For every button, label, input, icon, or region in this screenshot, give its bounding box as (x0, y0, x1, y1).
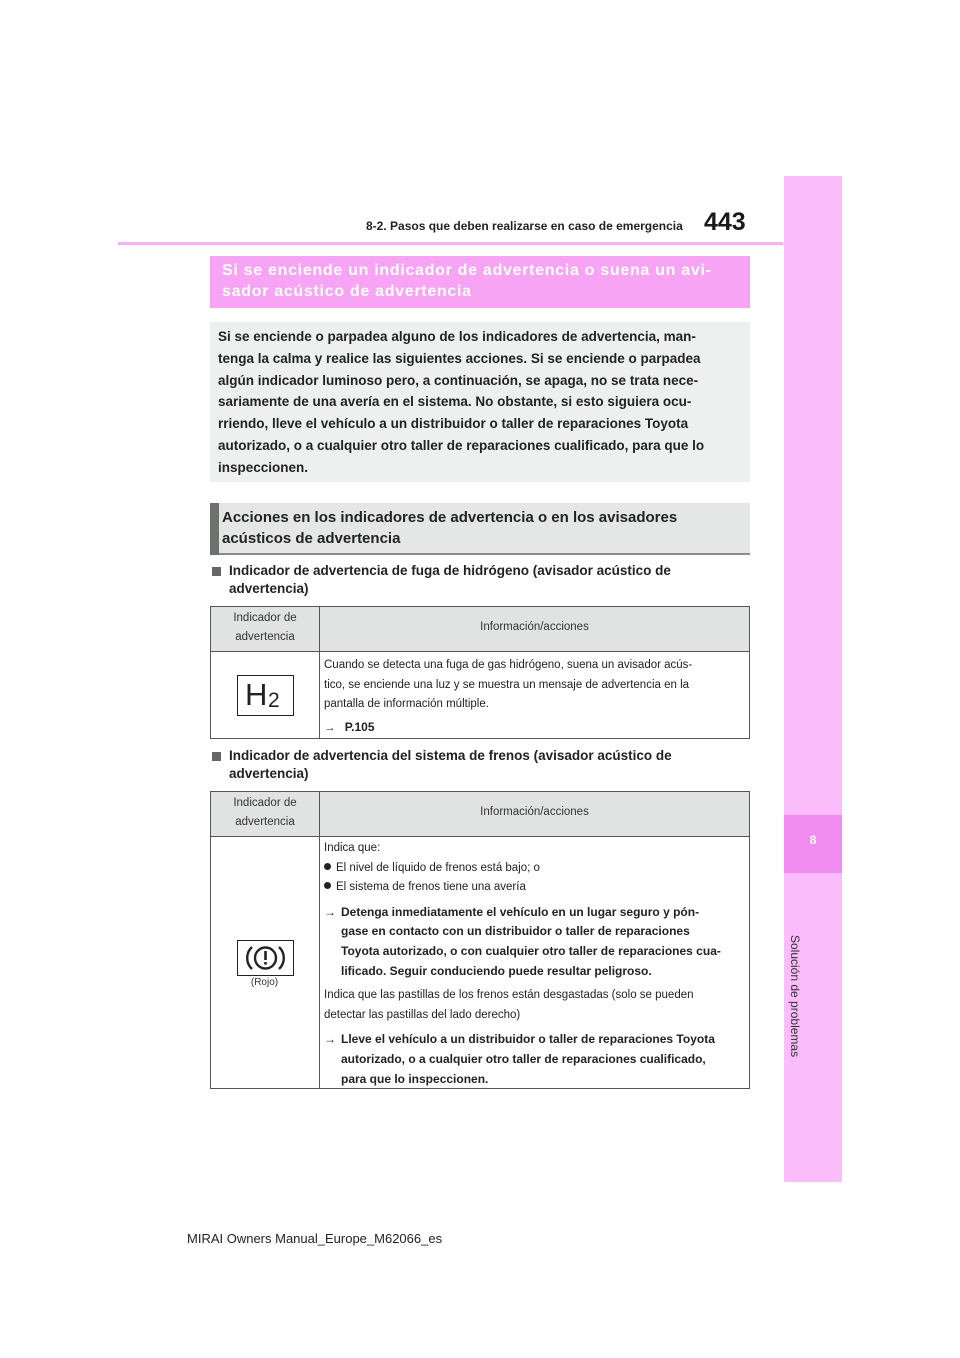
info-line: Indica que las pastillas de los frenos están desgastadas (solo se pueden (324, 989, 694, 1002)
intro-line: rriendo, lleve el vehículo a un distribuidor o taller de reparaciones Toyota (218, 416, 689, 432)
column-divider (319, 792, 320, 1088)
header-indicator-line: Indicador de (233, 797, 297, 809)
intro-line: autorizado, o a cualquier otro taller de reparaciones cualificado, para que lo (218, 437, 705, 453)
bullet-icon (324, 863, 331, 870)
action-stop (324, 903, 748, 981)
item-heading-hydrogen (229, 562, 749, 598)
icon-letter: H (245, 677, 268, 712)
header-indicator-line: Indicador de (233, 612, 297, 624)
banner-line: Si se enciende un indicador de advertencia o suena un avi- (222, 262, 712, 279)
bullet-icon (324, 882, 331, 889)
intro-line: sariamente de una avería en el sistema. No obstante, si esto siguiera ocu- (218, 394, 692, 410)
footer-manual-id: MIRAI Owners Manual_Europe_M62066_es (187, 1231, 443, 1246)
action-line: para que lo inspeccionen. (341, 1071, 489, 1086)
action-line: gase en contacto con un distribuidor o taller de reparaciones (341, 924, 690, 939)
info-line: tico, se enciende una luz y se muestra un mensaje de advertencia en la (324, 678, 690, 691)
item-heading-line: Indicador de advertencia de fuga de hidrógeno (avisador acústico de (229, 563, 671, 578)
item-heading-line: advertencia) (229, 766, 309, 781)
intro-line: Si se enciende o parpadea alguno de los indicadores de advertencia, man- (218, 329, 696, 344)
info-line: Cuando se detecta una fuga de gas hidrógeno, suena un avisador acús- (324, 659, 693, 671)
item-square-icon (212, 567, 221, 576)
item-heading-brake (229, 747, 749, 783)
info-line: Indica que: (324, 842, 381, 854)
header-indicator-line: advertencia (235, 816, 295, 828)
subheading-bar (210, 503, 219, 555)
subheading-line: Acciones en los indicadores de advertencia o en los avisadores (222, 509, 678, 526)
item-square-icon (212, 752, 221, 761)
intro-line: algún indicador luminoso pero, a continuación, se apaga, no se trata nece- (218, 372, 699, 388)
bullet-text: El sistema de frenos tiene una avería (336, 881, 526, 894)
page-reference-link: P.105 (344, 719, 375, 734)
item-heading-line: advertencia) (229, 581, 309, 596)
action-line: lificado. Seguir conduciendo puede resultar peligroso. (341, 963, 652, 978)
hydrogen-leak-warning-icon (237, 675, 294, 716)
bullet-line (324, 878, 748, 898)
section-title: 8-2. Pasos que deben realizarse en caso de emergencia (366, 219, 683, 233)
bullet-text: El nivel de líquido de frenos está bajo; o (336, 861, 540, 874)
brake-info (324, 839, 748, 1089)
brake-system-warning-icon (237, 940, 294, 976)
hydrogen-info (324, 656, 746, 738)
info-line: pantalla de información múltiple. (324, 698, 489, 711)
chapter-label: Solución de problemas (788, 935, 802, 1058)
subheading-title (222, 507, 742, 549)
header-info: Información/acciones (480, 621, 589, 633)
action-inspect (324, 1030, 748, 1089)
pads-info (324, 986, 748, 1025)
header-indicator (211, 794, 319, 832)
action-line: Detenga inmediatamente el vehículo en un lugar seguro y pón- (341, 904, 700, 919)
info-line: detectar las pastillas del lado derecho) (324, 1008, 521, 1021)
arrow-icon: → (324, 1032, 336, 1047)
action-line: Lleve el vehículo a un distribuidor o taller de reparaciones Toyota (341, 1032, 715, 1047)
icon-caption: (Rojo) (250, 977, 279, 988)
chapter-number: 8 (809, 833, 817, 847)
section-banner-title (222, 260, 744, 302)
subheading-line: acústicos de advertencia (222, 530, 401, 547)
page-number: 443 (704, 208, 746, 236)
bullet-line (324, 859, 748, 879)
intro-line: tenga la calma y realice las siguientes acciones. Si se enciende o parpadea (218, 350, 701, 366)
intro-line: inspeccionen. (218, 459, 309, 475)
arrow-icon: → (324, 904, 336, 919)
intro-paragraph (218, 326, 742, 479)
action-line: autorizado, o a cualquier otro taller de reparaciones cualificado, (341, 1051, 706, 1066)
banner-line: sador acústico de advertencia (222, 283, 472, 300)
header-indicator-line: advertencia (235, 631, 295, 643)
icon-subscript: 2 (268, 689, 280, 712)
arrow-icon: → (324, 721, 336, 734)
header-indicator (211, 609, 319, 647)
action-line: Toyota autorizado, o con cualquier otro taller de reparaciones cua- (341, 943, 721, 958)
brake-warning-svg (238, 941, 293, 975)
header-rule (118, 242, 783, 245)
page-reference (324, 718, 746, 739)
header-info: Información/acciones (480, 806, 589, 818)
item-heading-line: Indicador de advertencia del sistema de frenos (avisador acústico de (229, 748, 672, 763)
